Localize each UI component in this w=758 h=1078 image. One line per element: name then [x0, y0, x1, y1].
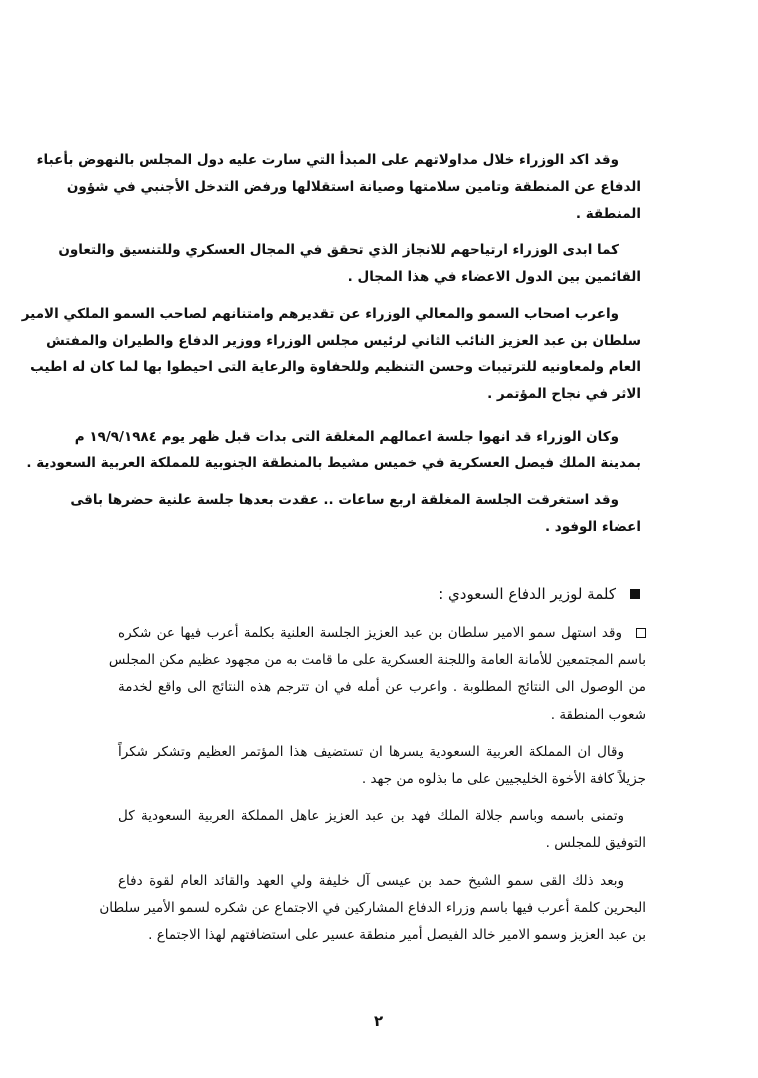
text-line-content: وقد استهل سمو الامير سلطان بن عبد العزيز الجلسة العلنية بكلمة أعرب فيها عن شكره	[118, 625, 622, 641]
text-line: جزيلاً كافة الأخوة الخليجيين على ما بذلوه من جهد .	[361, 771, 646, 787]
text-line: اعضاء الوفود .	[544, 519, 641, 535]
text-line: من الوصول الى النتائج المطلوبة . واعرب عن أمله في ان تترجم هذه النتائج الى واقع لخدمة	[118, 679, 646, 695]
text-line: واعرب اصحاب السمو والمعالي الوزراء عن تقديرهم وامتنانهم لصاحب السمو الملكي الامير	[21, 306, 619, 322]
checkbox-bullet-icon	[636, 628, 646, 638]
page-number: ٢	[374, 1012, 384, 1030]
text-line: باسم المجتمعين للأمانة العامة واللجنة العسكرية على ما قامت به من مجهود عظيم مكن المجلس	[108, 652, 646, 668]
text-line: بمدينة الملك فيصل العسكرية في خميس مشيط بالمنطقة الجنوبية للمملكة العربية السعودية .	[26, 455, 641, 471]
text-line: وكان الوزراء قد انهوا جلسة اعمالهم المغلقة التى بدات قبل ظهر يوم ١٩/٩/١٩٨٤ م	[74, 429, 619, 445]
section-heading	[438, 585, 640, 603]
text-line: وقال ان المملكة العربية السعودية يسرها ان تستضيف هذا المؤتمر العظيم وتشكر شكراً	[118, 744, 624, 760]
text-line: وقد اكد الوزراء خلال مداولاتهم على المبدأ التي سارت عليه دول المجلس بالنهوض بأعباء	[36, 152, 619, 168]
text-line: وتمنى باسمه وباسم جلالة الملك فهد بن عبد العزيز عاهل المملكة العربية السعودية كل	[118, 808, 624, 824]
text-line: شعوب المنطقة .	[550, 707, 646, 723]
text-line: الدفاع عن المنطقة وتامين سلامتها وصيانة استقلالها ورفض التدخل الأجنبي في شؤون	[66, 179, 641, 195]
text-line: التوفيق للمجلس .	[545, 835, 646, 851]
text-line: سلطان بن عبد العزيز النائب الثاني لرئيس مجلس الوزراء ووزير الدفاع والطيران والمفتش	[46, 333, 641, 349]
square-bullet-icon	[630, 589, 640, 599]
text-line: كما ابدى الوزراء ارتياحهم للانجاز الذي تحقق في المجال العسكري وللتنسيق والتعاون	[58, 242, 619, 258]
text-line	[118, 623, 646, 643]
heading-text: كلمة لوزير الدفاع السعودي :	[438, 585, 616, 603]
text-line: وقد استغرقت الجلسة المغلقة اربع ساعات .. عقدت بعدها جلسة علنية حضرها باقى	[70, 492, 619, 508]
text-line: العام ولمعاونيه للترتيبات وحسن التنظيم وللحفاوة والرعاية التى احيطوا بها لما كان له اطيب	[30, 359, 641, 375]
text-line: الاثر في نجاح المؤتمر .	[487, 386, 641, 402]
text-line: وبعد ذلك القى سمو الشيخ حمد بن عيسى آل خليفة ولي العهد والقائد العام لقوة دفاع	[118, 873, 624, 889]
text-line: المنطقة .	[575, 206, 641, 222]
text-line: القائمين بين الدول الاعضاء في هذا المجال .	[347, 269, 641, 285]
text-line: بن عبد العزيز وسمو الامير خالد الفيصل أمير منطقة عسير على استضافتهم لهذا الاجتماع .	[148, 927, 646, 943]
text-line: البحرين كلمة أعرب فيها باسم وزراء الدفاع المشاركين في الاجتماع عن شكره لسمو الأمير سلطان	[99, 900, 646, 916]
